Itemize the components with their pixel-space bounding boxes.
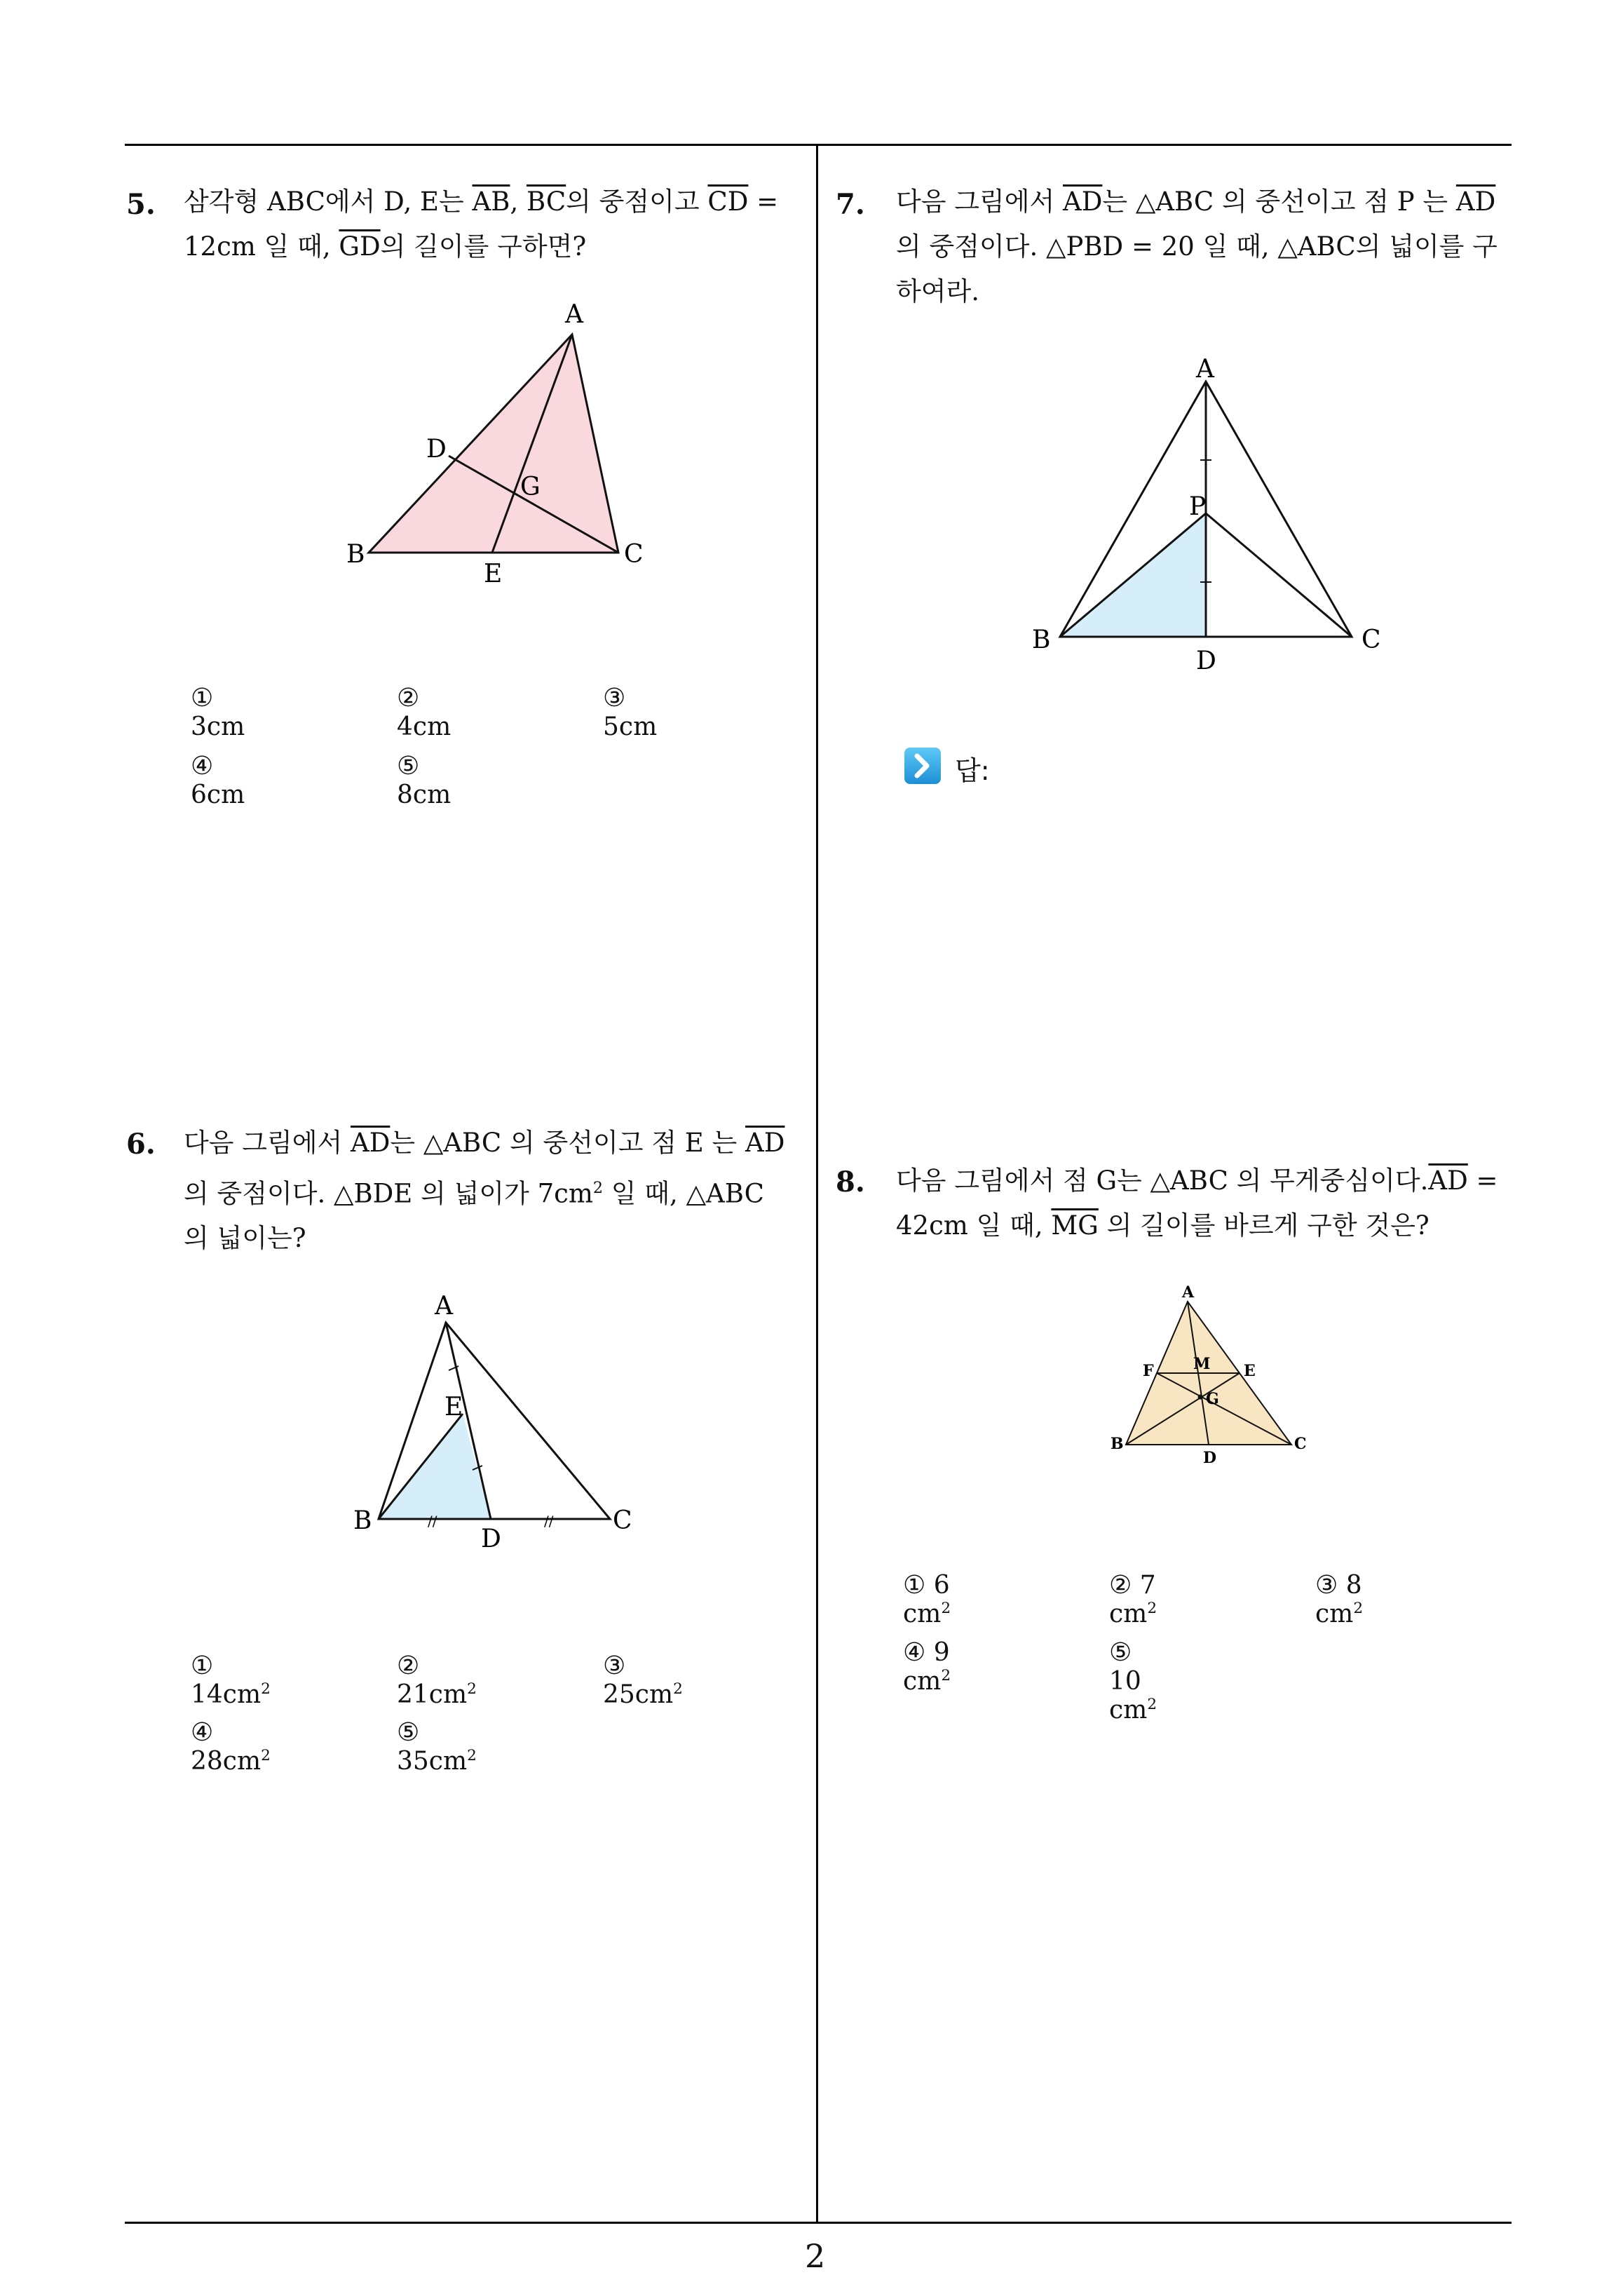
question-6-line-2: [184, 1166, 808, 1216]
text-run: 의 중점이다. △BDE 의 넓이가 7cm: [184, 1178, 593, 1209]
label-m: M: [1193, 1355, 1211, 1373]
triangle-bde: [379, 1414, 491, 1519]
question-6-number: 6.: [126, 1128, 156, 1161]
label-c: C: [1294, 1435, 1307, 1453]
text-run: =: [748, 187, 779, 217]
tick-dc: //: [544, 1513, 554, 1529]
bottom-rule: [125, 2222, 1512, 2224]
label-b: B: [346, 540, 365, 569]
question-5-figure: [330, 302, 666, 582]
question-5-text: [184, 180, 808, 269]
q8-choice-4[interactable]: [903, 1638, 951, 1696]
label-a: A: [1182, 1283, 1195, 1302]
text-run: 삼각형 ABC에서 D, E는: [184, 187, 473, 217]
q8-choice-3[interactable]: [1315, 1571, 1363, 1628]
label-a: A: [565, 302, 583, 329]
page-number: 2: [805, 2237, 826, 2275]
text-run: 의 길이를 바르게 구한 것은?: [1098, 1210, 1430, 1241]
segment-ab: $\overline{AB}$: [472, 187, 510, 217]
text-run: 일 때, △ABC: [603, 1178, 764, 1209]
question-8-line-1: [896, 1159, 1513, 1203]
superscript: 2: [1353, 1600, 1364, 1617]
segment-ad: $\overline{AD}$: [1455, 187, 1496, 217]
label-f: F: [1143, 1362, 1154, 1380]
label-p: P: [1189, 492, 1207, 521]
question-7-line-2: 의 중점이다. △PBD = 20 일 때, △ABC의 넓이를 구: [896, 231, 1498, 262]
text-run: 의 길이를 구하면?: [380, 231, 587, 262]
text-run: 의 중점이고: [566, 187, 708, 217]
superscript: 2: [673, 1680, 683, 1698]
top-rule: [125, 144, 1512, 146]
question-8-line-2: [896, 1203, 1513, 1248]
q6-choice-5[interactable]: [397, 1718, 477, 1776]
q6-choice-2[interactable]: [397, 1652, 477, 1709]
choice-text: ⑤ 35cm: [397, 1718, 468, 1776]
label-c: C: [1361, 626, 1381, 654]
label-d: D: [1196, 647, 1216, 675]
superscript: 2: [941, 1667, 951, 1684]
choice-text: ② 7 cm: [1109, 1571, 1156, 1628]
superscript: 2: [941, 1600, 951, 1617]
choice-text: ④ 9 cm: [903, 1638, 950, 1696]
question-7-line-1: [896, 180, 1513, 224]
q5-choice-5[interactable]: ⑤ 8cm: [397, 752, 451, 809]
label-e: E: [484, 560, 503, 582]
choice-text: ① 6 cm: [903, 1571, 950, 1628]
tick-bd: //: [428, 1513, 437, 1529]
question-5-number: 5.: [126, 188, 156, 221]
text-run: =: [1467, 1166, 1498, 1196]
label-b: B: [1111, 1435, 1124, 1453]
segment-bc: $\overline{BC}$: [526, 187, 566, 217]
segment-gd: $\overline{GD}$: [339, 231, 381, 262]
q6-choice-1[interactable]: [191, 1652, 271, 1709]
label-c: C: [624, 540, 644, 569]
label-d: D: [1203, 1449, 1217, 1466]
text-run: 는 △ABC 의 중선이고 점 P 는: [1102, 187, 1456, 217]
segment-ad: $\overline{AD}$: [350, 1128, 391, 1158]
question-7-figure: [1017, 351, 1409, 680]
label-a: A: [1196, 355, 1214, 384]
choice-text: ① 14cm: [191, 1652, 262, 1709]
q8-choice-1[interactable]: [903, 1571, 951, 1628]
superscript: 2: [261, 1747, 271, 1764]
q8-choice-2[interactable]: [1109, 1571, 1157, 1628]
question-7-line-3: 하여라.: [896, 276, 979, 306]
label-c: C: [613, 1506, 632, 1535]
answer-label: 답:: [955, 755, 990, 786]
superscript: 2: [1147, 1696, 1157, 1713]
question-8-text: [896, 1159, 1513, 1248]
text-run: 42cm 일 때,: [896, 1210, 1052, 1241]
superscript: 2: [467, 1747, 477, 1764]
segment-ad: $\overline{AD}$: [1062, 187, 1103, 217]
q5-choice-3[interactable]: ③ 5cm: [603, 684, 658, 741]
q5-choice-1[interactable]: ① 3cm: [191, 684, 245, 741]
question-6-figure: [344, 1290, 645, 1557]
label-b: B: [353, 1506, 372, 1535]
label-e: E: [1244, 1362, 1256, 1380]
text-run: 는 △ABC 의 중선이고 점 E 는: [390, 1128, 746, 1158]
superscript: 2: [592, 1179, 604, 1197]
q8-choice-5[interactable]: [1109, 1638, 1157, 1724]
choice-text: ③ 25cm: [603, 1652, 674, 1709]
superscript: 2: [1147, 1600, 1157, 1617]
text-run: 다음 그림에서: [896, 187, 1063, 217]
question-7-text: [896, 180, 1513, 314]
label-b: B: [1032, 626, 1051, 654]
q5-choice-2[interactable]: ② 4cm: [397, 684, 451, 741]
superscript: 2: [261, 1680, 271, 1698]
label-d: D: [426, 435, 447, 464]
question-7-number: 7.: [836, 188, 865, 221]
q6-choice-4[interactable]: [191, 1718, 271, 1776]
label-a: A: [435, 1292, 453, 1321]
choice-text: ③ 8 cm: [1315, 1571, 1362, 1628]
segment-mg: $\overline{MG}$: [1051, 1210, 1099, 1241]
label-g: G: [1206, 1390, 1219, 1408]
choice-text: ④ 28cm: [191, 1718, 262, 1776]
question-8-figure: [1101, 1283, 1311, 1466]
segment-cd: $\overline{CD}$: [707, 187, 749, 217]
question-5-line-2: [184, 224, 808, 269]
choice-text: ⑤ 10 cm: [1109, 1638, 1148, 1724]
label-g: G: [520, 473, 541, 501]
q5-choice-4[interactable]: ④ 6cm: [191, 752, 245, 809]
text-run: 12cm 일 때,: [184, 231, 339, 262]
label-d: D: [481, 1525, 501, 1553]
text-run: 다음 그림에서 점 G는 △ABC 의 무게중심이다.: [896, 1166, 1429, 1196]
text-run: ,: [510, 187, 527, 217]
segment-ad: $\overline{AD}$: [1428, 1166, 1468, 1196]
label-e: E: [444, 1393, 463, 1422]
chevron-right-icon: [904, 748, 941, 784]
question-8-number: 8.: [836, 1166, 865, 1198]
column-divider: [816, 144, 818, 2223]
choice-text: ② 21cm: [397, 1652, 468, 1709]
question-5-line-1: [184, 180, 808, 224]
question-6-line-3: 의 넓이는?: [184, 1223, 306, 1254]
question-6-line-1: [184, 1121, 808, 1166]
segment-pc: [1206, 513, 1352, 637]
question-6-text: [184, 1121, 808, 1261]
triangle-abc: [369, 335, 618, 553]
superscript: 2: [467, 1680, 477, 1698]
text-run: 다음 그림에서: [184, 1128, 351, 1158]
centroid-g: [1198, 1395, 1203, 1400]
q6-choice-3[interactable]: [603, 1652, 683, 1709]
segment-ad: $\overline{AD}$: [745, 1128, 785, 1158]
